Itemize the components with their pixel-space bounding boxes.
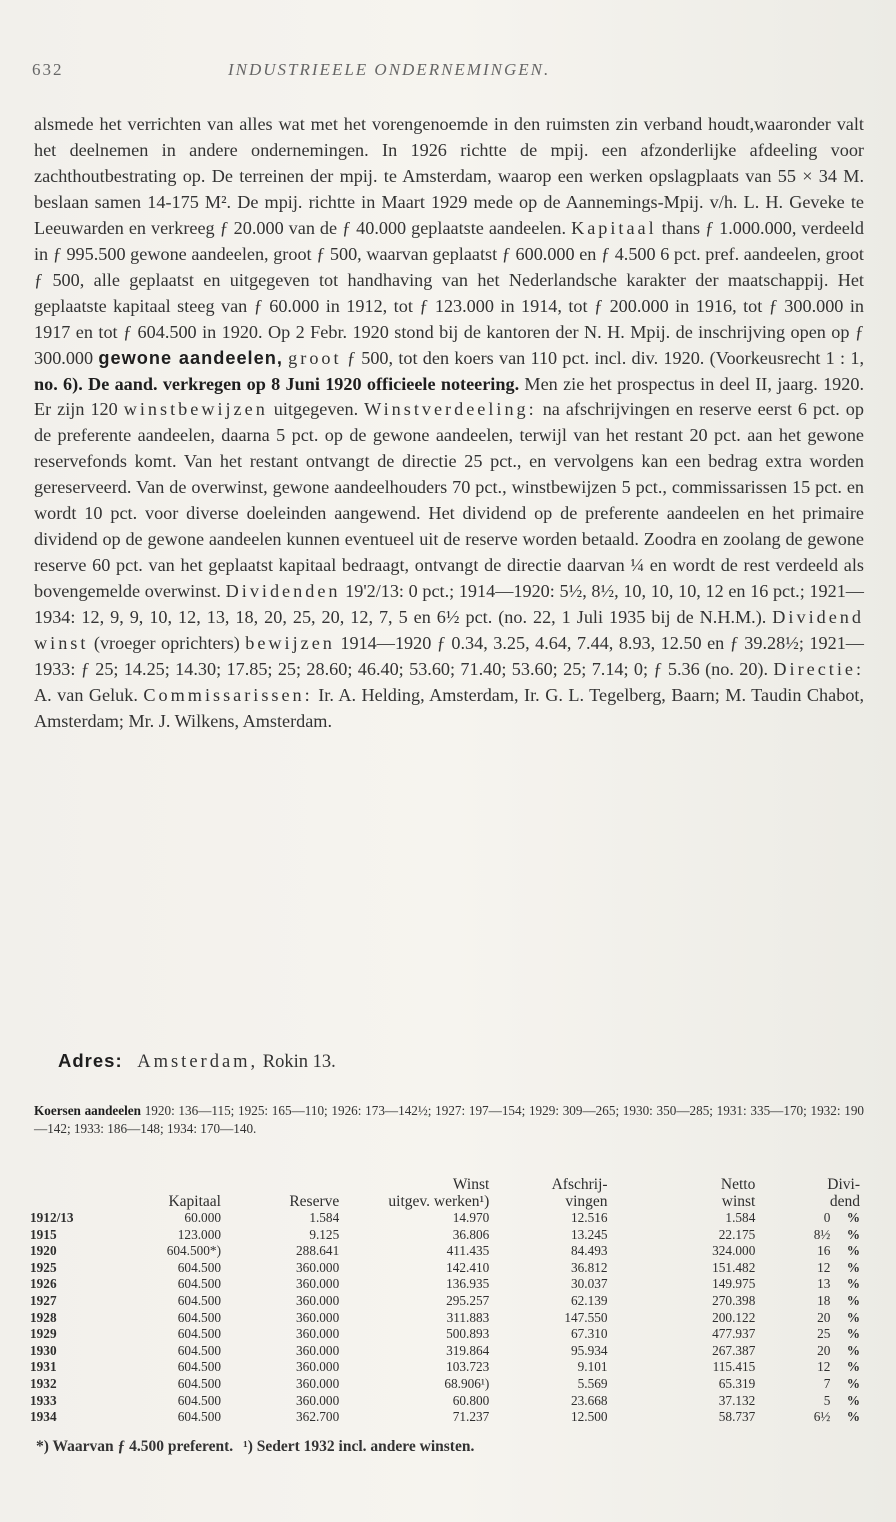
gewone-aandeelen-label: gewone aandeelen, [98, 347, 283, 368]
cell-year: 1928 [30, 1309, 57, 1325]
cell-year: 1926 [30, 1276, 57, 1292]
cell-reserve: 288.641 [296, 1243, 340, 1259]
body-paragraph: alsmede het verrichten van alles wat met het vorengenoemde in den ruimsten zin verband houdt,waaronder valt het deelnemen in andere ondernemingen. In 1926 richtte de mpij. een afzonderlijke afdeeling voor zachthoutbestrating op. De terreinen der mpij. te Amsterdam, waarop een werken opslagplaats van 55 × 34 M. beslaan samen 14-175 M². De mpij. richtte in Maart 1929 mede op de Aannemings-Mpij. v/h. L. H. Geveke te Leeuwarden en verkreeg ƒ 20.000 van de ƒ 40.000 geplaatste aandeelen. Kapitaal thans ƒ 1.000.000, verdeeld in ƒ 995.500 gewone aandeelen, groot ƒ 500, waarvan geplaatst ƒ 600.000 en ƒ 4.500 6 pct. pref. aandeelen, groot ƒ 500, alle geplaatst en uitgegeven tot handhaving van het Nederlandsche karakter der maatschappij. Het geplaatste kapitaal steeg van ƒ 60.000 in 1912, tot ƒ 123.000 in 1914, tot ƒ 200.000 in 1916, tot ƒ 300.000 in 1917 en tot ƒ 604.500 in 1920. Op 2 Febr. 1920 stond bij de kantoren der N. H. Mpij. de inschrijving open op ƒ 300.000 gewone aandeelen, groot ƒ 500, tot den koers van 110 pct. incl. div. 1920. (Voorkeusrecht 1 : 1, no. 6). De aand. verkregen op 8 Juni 1920 officieele noteering. Men zie het prospectus in deel II, jaarg. 1920. Er zijn 120 winstbewijzen uitgegeven. Winstverdeeling: na afschrijvingen en reserve eerst 6 pct. op de preferente aandeelen, daarna 5 pct. op de gewone aandeelen, terwijl van het restant 20 pct. aan het gewone reservefonds komt. Van het restant ontvangt de directie 25 pct., en vervolgens kan een bedrag extra worden gereserveerd. Van de overwinst, gewone aandeelhouders 70 pct., winstbewijzen 5 pct., commissarissen 15 pct. en wordt 10 pct. voor diverse doeleinden aangewend. Het dividend op de preferente aandeelen en het primaire dividend op de gewone aandeelen kunnen eventueel uit de reserve worden betaald. Zoodra en zoolang de gewone reserve 60 pct. van het geplaatst kapitaal bedraagt, ontvangt de directie daarvan ¼ en wordt de rest verdeeld als bovengemelde overwinst. Dividenden 19'2/13: 0 pct.; 1914—1920: 5½, 8½, 10, 10, 10, 12 en 16 pct.; 1921—1934: 12, 9, 9, 10, 12, 13, 18, 20, 25, 20, 12, 7, 5 en 6½ pct. (no. 22, 1 Juli 1935 bij de N.H.M.). Dividend winst (vroeger oprichters) bewijzen 1914—1920 ƒ 0.34, 3.25, 4.64, 7.44, 8.93, 12.50 en ƒ 39.28½; 1921—1933: ƒ 25; 14.25; 14.30; 17.85; 25; 28.60; 46.40; 53.60; 71.40; 53.60; 25; 7.14; 0; ƒ 5.36 (no. 20). Directie: A. van Geluk. Commissarissen: Ir. A. Helding, Amsterdam, Ir. G. L. Tegelberg, Baarn; M. Taudin Chabot, Amsterdam; Mr. J. Wilkens, Amsterdam. [34, 114, 865, 731]
table-row [30, 1243, 860, 1260]
cell-kapitaal: 604.500 [177, 1276, 221, 1292]
cell-reserve: 360.000 [296, 1342, 340, 1358]
cell-pct: % [846, 1359, 860, 1375]
cell-netto: 37.132 [718, 1392, 756, 1408]
cell-winst: 319.864 [446, 1342, 490, 1358]
cell-winst: 295.257 [446, 1292, 490, 1308]
cell-year: 1931 [30, 1359, 57, 1375]
cell-div: 16 [817, 1243, 831, 1259]
cell-pct: % [846, 1243, 860, 1259]
cell-reserve: 1.584 [309, 1210, 340, 1225]
table-row [30, 1293, 860, 1310]
cell-reserve: 360.000 [296, 1375, 340, 1391]
cell-winst: 136.935 [446, 1276, 490, 1292]
cell-year: 1934 [30, 1409, 57, 1425]
cell-netto: 267.387 [712, 1342, 756, 1358]
cell-winst: 14.970 [452, 1210, 490, 1225]
cell-reserve: 360.000 [296, 1309, 340, 1325]
cell-afschr: 12.516 [570, 1210, 608, 1225]
cell-pct: % [846, 1226, 860, 1242]
cell-year: 1912/13 [30, 1210, 74, 1225]
header-netto-winst: Netto winst [720, 1176, 756, 1210]
cell-div: 12 [817, 1359, 831, 1375]
table-footnotes [36, 1438, 856, 1456]
cell-div: 12 [817, 1259, 831, 1275]
cell-pct: % [846, 1326, 860, 1342]
table-body [30, 1210, 860, 1426]
cell-pct: % [846, 1259, 860, 1275]
cell-kapitaal: 604.500*) [166, 1243, 221, 1259]
cell-netto: 58.737 [718, 1409, 756, 1425]
table-row [30, 1276, 860, 1293]
cell-winst: 103.723 [446, 1359, 490, 1375]
quotes-label: Koersen aandeelen [34, 1103, 141, 1118]
address-street: Rokin 13. [262, 1052, 336, 1072]
cell-winst: 311.883 [446, 1309, 490, 1325]
address-label: Adres: [58, 1050, 123, 1071]
cell-kapitaal: 604.500 [177, 1342, 221, 1358]
cell-kapitaal: 60.000 [184, 1210, 221, 1225]
cell-kapitaal: 604.500 [177, 1409, 221, 1425]
cell-div: 20 [817, 1342, 831, 1358]
cell-netto: 477.937 [712, 1326, 756, 1342]
cell-pct: % [846, 1375, 860, 1391]
cell-winst: 142.410 [446, 1259, 490, 1275]
winstverdeeling-label: Winstverdeeling: [364, 399, 537, 420]
cell-afschr: 84.493 [570, 1243, 608, 1259]
table-row [30, 1227, 860, 1244]
header-year [30, 1174, 116, 1210]
cell-year: 1929 [30, 1326, 57, 1342]
cell-afschr: 13.245 [570, 1226, 608, 1242]
cell-reserve: 360.000 [296, 1276, 340, 1292]
cell-pct: % [846, 1309, 860, 1325]
cell-pct: % [846, 1210, 860, 1225]
table-row [30, 1210, 860, 1227]
address-line [58, 1050, 336, 1073]
cell-div: 8½ [813, 1226, 831, 1242]
cell-reserve: 362.700 [296, 1409, 340, 1425]
company-description [34, 112, 864, 735]
cell-reserve: 360.000 [296, 1326, 340, 1342]
cell-div: 5 [823, 1392, 831, 1408]
footnote-preferent: *) Waarvan ƒ 4.500 preferent. [36, 1438, 234, 1455]
cell-winst: 36.806 [452, 1226, 490, 1242]
cell-kapitaal: 604.500 [177, 1375, 221, 1391]
cell-reserve: 9.125 [309, 1226, 340, 1242]
table-row [30, 1343, 860, 1360]
cell-netto: 200.122 [712, 1309, 756, 1325]
cell-kapitaal: 604.500 [177, 1326, 221, 1342]
cell-year: 1933 [30, 1392, 57, 1408]
table-row [30, 1393, 860, 1410]
cell-winst: 71.237 [452, 1409, 490, 1425]
cell-afschr: 12.500 [570, 1409, 608, 1425]
cell-afschr: 30.037 [570, 1276, 608, 1292]
cell-winst: 411.435 [446, 1243, 490, 1259]
cell-reserve: 360.000 [296, 1292, 340, 1308]
cell-afschr: 36.812 [570, 1259, 608, 1275]
cell-reserve: 360.000 [296, 1392, 340, 1408]
cell-netto: 22.175 [718, 1226, 756, 1242]
cell-winst: 68.906¹) [444, 1375, 490, 1391]
financial-table [30, 1174, 860, 1426]
bewijzen-label: bewijzen [245, 633, 335, 654]
share-quotes [34, 1102, 864, 1138]
quotes-text: 1920: 136—115; 1925: 165—110; 1926: 173—142½; 1927: 197—154; 1929: 309—265; 1930: 350—285; 1931: 335—170; 1932: 190—142; 1933: 186—148; 1934: 170—140. [34, 1103, 865, 1136]
cell-div: 7 [823, 1375, 831, 1391]
cell-reserve: 360.000 [296, 1359, 340, 1375]
cell-netto: 324.000 [712, 1243, 756, 1259]
page-number: 632 [32, 60, 64, 79]
cell-kapitaal: 123.000 [177, 1226, 221, 1242]
cell-pct: % [846, 1276, 860, 1292]
table-header-row [30, 1174, 860, 1210]
cell-afschr: 95.934 [570, 1342, 608, 1358]
cell-afschr: 147.550 [564, 1309, 608, 1325]
commissarissen-label: Commissarissen: [143, 684, 313, 705]
header-kapitaal: Kapitaal [168, 1193, 221, 1210]
table-row [30, 1310, 860, 1327]
cell-afschr: 62.139 [570, 1292, 608, 1308]
cell-pct: % [846, 1342, 860, 1358]
table-row [30, 1409, 860, 1426]
cell-div: 0 [823, 1210, 831, 1225]
header-dividend: Divi- dend [827, 1176, 860, 1210]
cell-year: 1927 [30, 1292, 57, 1308]
cell-year: 1920 [30, 1243, 57, 1259]
cell-afschr: 5.569 [577, 1375, 608, 1391]
cell-div: 20 [817, 1309, 831, 1325]
cell-div: 18 [817, 1292, 831, 1308]
table-row [30, 1376, 860, 1393]
cell-year: 1925 [30, 1259, 57, 1275]
header-afschrijvingen: Afschrij- vingen [551, 1176, 608, 1210]
cell-afschr: 67.310 [570, 1326, 608, 1342]
cell-netto: 115.415 [712, 1359, 756, 1375]
header-reserve: Reserve [289, 1193, 340, 1210]
kapitaal-label: Kapitaal [571, 217, 657, 238]
cell-netto: 270.398 [712, 1292, 756, 1308]
winstbewijzen-label: winstbewijzen [123, 399, 268, 420]
cell-kapitaal: 604.500 [177, 1359, 221, 1375]
cell-reserve: 360.000 [296, 1259, 340, 1275]
table-row [30, 1326, 860, 1343]
table-row [30, 1260, 860, 1277]
footnote-sedert: ¹) Sedert 1932 incl. andere winsten. [243, 1438, 475, 1455]
cell-div: 25 [817, 1326, 831, 1342]
cell-netto: 149.975 [712, 1276, 756, 1292]
address-city: Amsterdam, [137, 1052, 259, 1072]
table-row [30, 1359, 860, 1376]
cell-afschr: 9.101 [577, 1359, 608, 1375]
cell-winst: 500.893 [446, 1326, 490, 1342]
cell-netto: 151.482 [712, 1259, 756, 1275]
cell-div: 13 [817, 1276, 831, 1292]
running-title: INDUSTRIEELE ONDERNEMINGEN. [228, 60, 551, 79]
cell-kapitaal: 604.500 [177, 1309, 221, 1325]
cell-pct: % [846, 1392, 860, 1408]
cell-pct: % [846, 1409, 860, 1425]
noteering-sentence: no. 6). De aand. verkregen op 8 Juni 1920 officieele noteering. [34, 373, 520, 394]
cell-div: 6½ [813, 1409, 831, 1425]
cell-netto: 65.319 [718, 1375, 756, 1391]
dividend-winst-label: Dividend winst [34, 607, 864, 654]
cell-kapitaal: 604.500 [177, 1392, 221, 1408]
directie-label: Directie: [773, 659, 864, 680]
dividenden-label: Dividenden [225, 581, 341, 602]
page-header [32, 60, 860, 86]
cell-year: 1930 [30, 1342, 57, 1358]
cell-kapitaal: 604.500 [177, 1259, 221, 1275]
cell-netto: 1.584 [725, 1210, 756, 1225]
cell-afschr: 23.668 [570, 1392, 608, 1408]
cell-kapitaal: 604.500 [177, 1292, 221, 1308]
cell-winst: 60.800 [452, 1392, 490, 1408]
header-winst: Winst uitgev. werken¹) [388, 1176, 490, 1210]
cell-year: 1932 [30, 1375, 57, 1391]
cell-pct: % [846, 1292, 860, 1308]
cell-year: 1915 [30, 1226, 57, 1242]
